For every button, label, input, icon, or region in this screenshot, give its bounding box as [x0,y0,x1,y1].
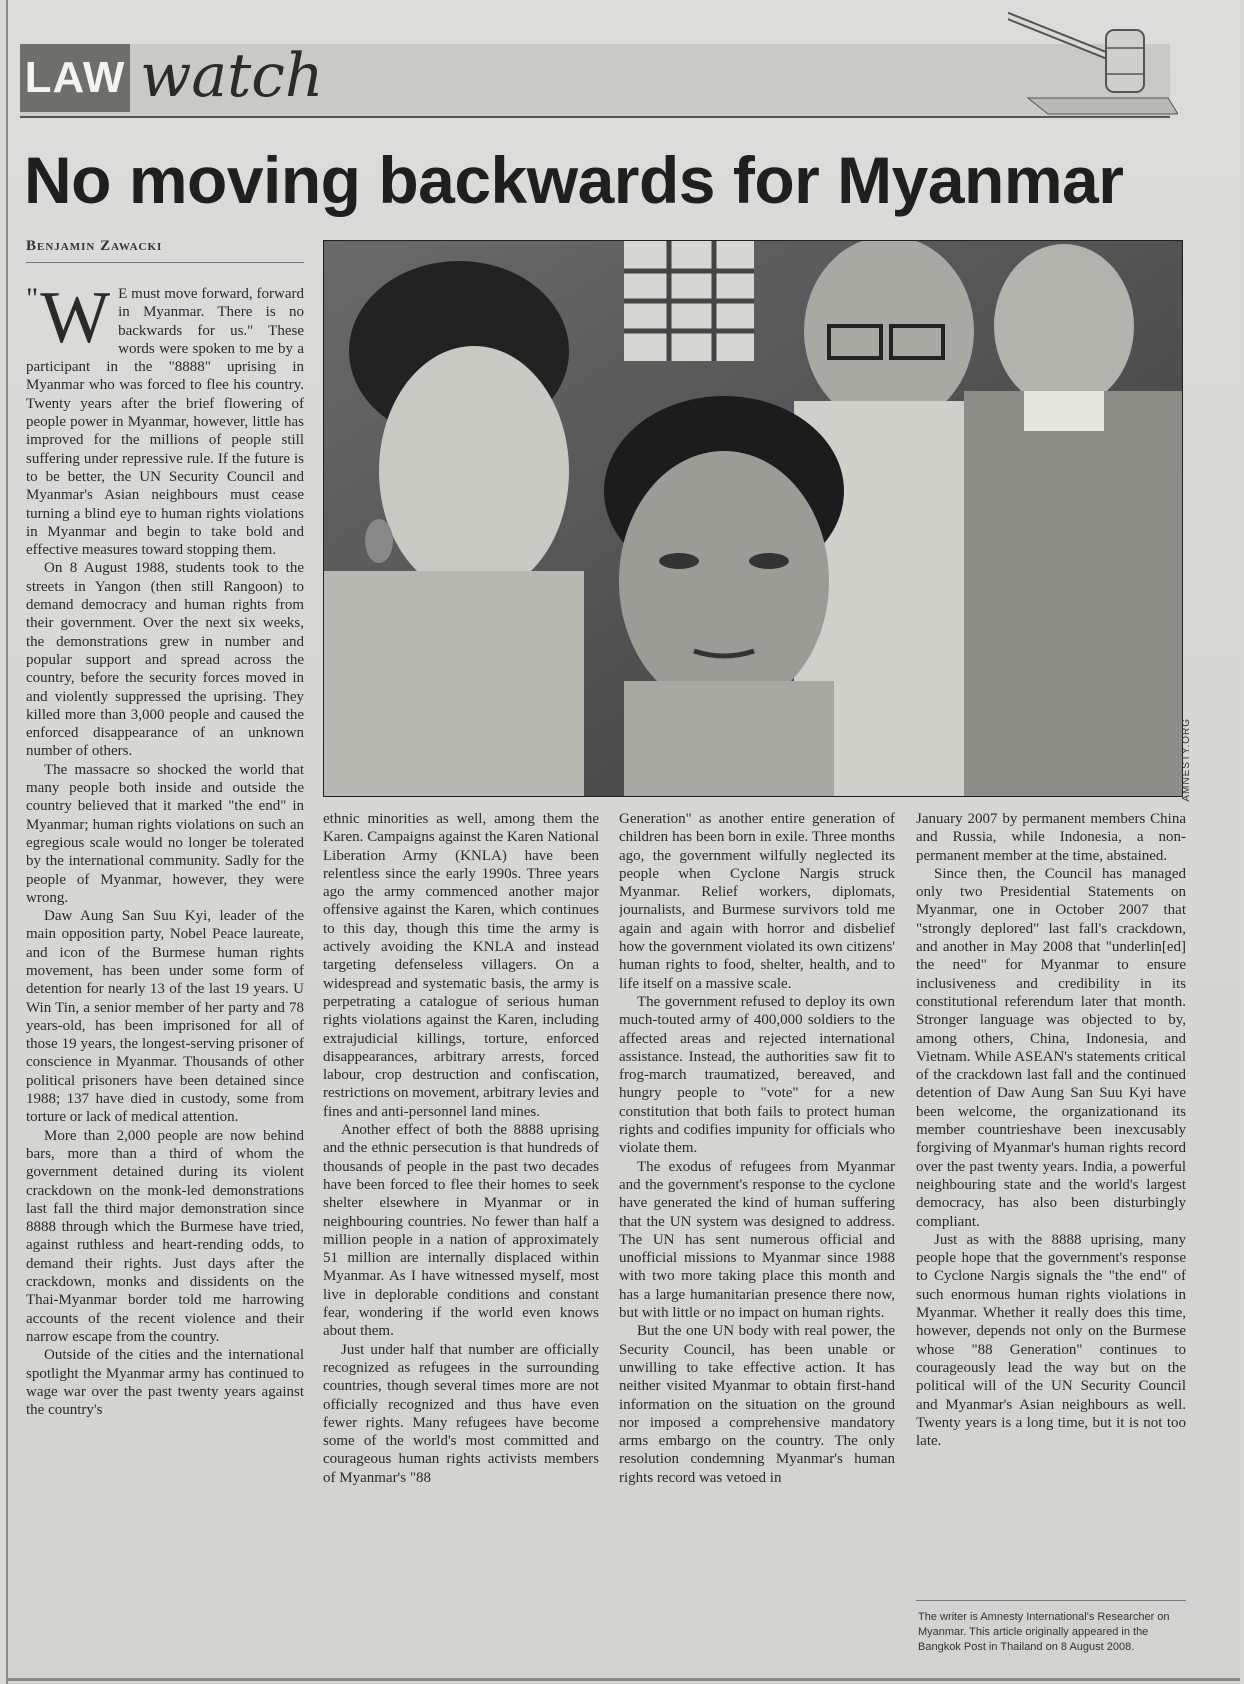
byline-divider [26,262,304,263]
newspaper-page [6,0,1240,1684]
opening-quote: " [26,285,39,315]
article-column-3 [619,810,895,1680]
byline: Benjamin Zawacki [26,238,163,254]
paragraph: On 8 August 1988, students took to the streets in Yangon (then still Rangoon) to demand democracy and human rights from their government. Over the next six weeks, the demonstrations grew in number and popular support and spread across the country, before the security forces moved in and violently suppressed the uprising. They killed more than 3,000 people and caused the enforced disappearance of an unknown number of others. [26,560,304,760]
news-photo [323,240,1183,797]
headline: No moving backwards for Myanmar [24,143,1124,217]
paragraph: January 2007 by permanent members China and Russia, while Indonesia, a non-permanent member at the time, abstained. [916,811,1186,864]
paragraph: Generation" as another entire generation of children has been born in exile. Three months ago, the government wilfully neglected its people when Cyclone Nargis struck Myanmar. Relief workers, diplomats, journalists, and Burmese survivors told me again and again with horror and disbelief how the government violated its own citizens' human rights to food, shelter, health, and to life itself on a massive scale. [619,811,895,992]
paragraph: Just as with the 8888 uprising, many people hope that the government's response to Cyclone Nargis signals the "the end" of such enormous human rights violations in Myanmar. Whether it really does this time, however, depends not only on the Burmese whose "88 Generation" continues to courageously lead the way but on the political will of the UN Security Council and Myanmar's Asian neighbours as well. Twenty years is a long time, but it is not too late. [916,1231,1186,1450]
lead-text: E must move forward, forward in Myanmar. There is no backwards for us." These words were spoken to me by a participant in the "8888" uprising in Myanmar who was forced to flee his country. Twenty years after the brief flowering of people power in Myanmar, however, little has improved for the millions of people still suffering under repressive rule. If the future is to be better, the UN Security Council and Myanmar's Asian neighbours must cease turning a blind eye to human rights violations in Myanmar and begin to take bold and effective measures toward stopping them. [26,286,304,559]
paragraph: Another effect of both the 8888 uprising and the ethnic persecution is that hundreds of thousands of people in the past two decades have been forced to flee their homes to seek shelter elsewhere in Myanmar or in neighbouring countries. No fewer than half a million people in a nation of approximately 51 million are internally displaced within Myanmar. As I have witnessed myself, most live in deplorable conditions and constant fear, wondering if the world even knows about them. [323,1122,599,1340]
photo-credit: AMNESTY.ORG [1181,718,1192,802]
paragraph: But the one UN body with real power, the Security Council, has been unable or unwilling to take effective action. It has neither visited Myanmar to obtain first-hand information on the situation on the ground nor imposed a comprehensive mandatory arms embargo on the country. The only resolution condemning Myanmar's human rights record was vetoed in [619,1323,895,1486]
paragraph: Since then, the Council has managed only two Presidential Statements on Myanmar, one in October 2007 that "strongly deplored" last fall's crackdown, and another in May 2008 that "underlin[ed] the need" for Myanmar to ensure inclusiveness and credibility in its constitutional referendum later that month. Stronger language was objected to by, among others, China, Indonesia, and Vietnam. While ASEAN's statements critical of the crackdown last fall and the continued detention of Daw Aung San Suu Kyi have been welcome, the organizationand its member countrieshave been inexcusably forgiving of Myanmar's human rights record over the past twenty years. India, a powerful neighbouring state and the world's largest democracy, has also been disturbingly compliant. [916,865,1186,1230]
gavel-icon [1008,8,1178,120]
paragraph: Outside of the cities and the international spotlight the Myanmar army has continued to wage war over the past twenty years against the country's [26,1347,304,1419]
paragraph: The exodus of refugees from Myanmar and the government's response to the cyclone have generated the kind of human suffering that the UN system was designed to address. The UN has sent numerous official and unofficial missions to Myanmar since 1988 with two more taking place this month and has a large humanitarian presence there now, but with little or no impact on human rights. [619,1158,895,1322]
paragraph: The government refused to deploy its own much-touted army of 400,000 soldiers to the affected areas and rejected international assistance. Instead, the authorities saw fit to frog-march traumatized, bereaved, and hungry people to "vote" for a new constitution that both fails to protect human rights and codifies impunity for officials who violate them. [619,993,895,1157]
lead-paragraph [26,285,304,559]
paragraph: ethnic minorities as well, among them the Karen. Campaigns against the Karen National Liberation Army (KNLA) have been relentless since the early 1990s. Three years ago the army commenced another major offensive against the Karen, which continues to this day, though this time the army is actively avoiding the KNLA and instead targeting defenseless villagers. On a widespread and systematic basis, the army is perpetrating a catalogue of serious human rights violations against the Karen, including extrajudicial killings, torture, enforced disappearances, arbitrary arrests, forced labour, crop destruction and confiscation, restrictions on movement, arbitrary levies and fines and anti-personnel land mines. [323,811,599,1120]
footnote-divider [916,1600,1186,1601]
section-label-watch: watch [140,41,324,111]
photo-illustration [324,241,1182,796]
article-column-2 [323,810,599,1680]
paragraph: The massacre so shocked the world that many people both inside and outside the country believed that it marked "the end" in Myanmar; human rights violations on such an egregious scale would no longer be tolerated by the international community. Sadly for the people of Myanmar, however, they were wrong. [26,761,304,906]
page-bottom-rule [8,1678,1240,1681]
section-label-law: LAW [20,44,130,112]
paragraph: More than 2,000 people are now behind bars, more than a third of whom the government detained during its violent crackdown on the monk-led demonstrations last fall the third major demonstration since 8888 through which the Burmese have tried, against ruthless and heart-rending odds, to demand their rights. Just days after the crackdown, monks and dissidents on the Thai-Myanmar border told me harrowing accounts of the recent violence and their narrow escape from the country. [26,1127,304,1345]
drop-cap: W [40,285,111,359]
paragraph: Daw Aung San Suu Kyi, leader of the main opposition party, Nobel Peace laureate, and icon of the Burmese human rights movement, has been under some form of detention for nearly 13 of the last 19 years. U Win Tin, a senior member of her party and 78 years-old, has been imprisoned for all of those 19 years, the longest-serving prisoner of conscience in Myanmar. Thousands of other political prisoners have been detained since 1988; 137 have died in custody, some from torture or lack of medical attention. [26,908,304,1126]
paragraph: Just under half that number are officially recognized as refugees in the surrounding countries, though several times more are not officially recognized and thus have even fewer rights. Many refugees have become some of the world's most committed and courageous human rights activists members of Myanmar's "88 [323,1341,599,1486]
article-column-4 [916,810,1186,1590]
author-footnote: The writer is Amnesty International's Researcher on Myanmar. This article originally appeared in the Bangkok Post in Thailand on 8 August 2008. [918,1611,1170,1653]
article-column-1 [26,285,304,1675]
